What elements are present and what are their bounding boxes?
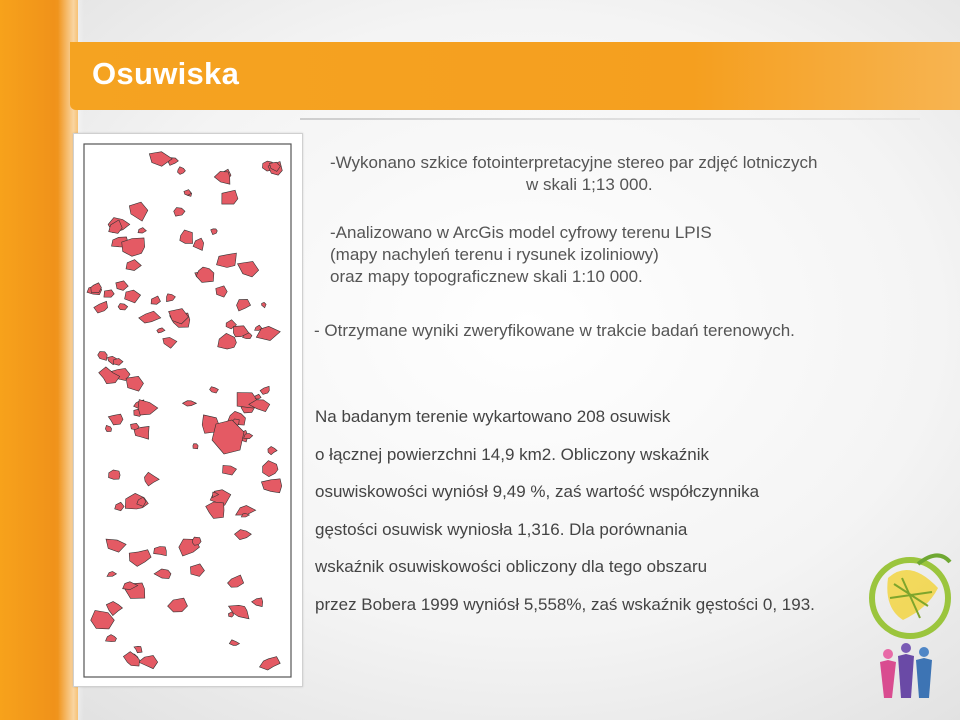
paragraph-field-verification [314, 320, 874, 342]
p2-line2: (mapy nachyleń terenu i rysunek izoliniowy) [330, 245, 659, 264]
logo-graphic [858, 548, 958, 716]
summary-line: wskaźnik osuwiskowości obliczony dla tego obszaru [315, 557, 708, 576]
p2-line1: -Analizowano w ArcGis model cyfrowy terenu LPIS [330, 223, 712, 242]
slide-title: Osuwiska [92, 56, 240, 91]
landslide-sketch-map [73, 133, 303, 687]
landslide-polygon [193, 444, 198, 449]
title-divider [300, 118, 920, 120]
p2-line3: oraz mapy topograficznew skali 1:10 000. [330, 267, 643, 286]
p1-line1: -Wykonano szkice fotointerpretacyjne stereo par zdjęć lotniczych [330, 153, 818, 172]
summary-line: osuwiskowości wyniósł 9,49 %, zaś wartość współczynnika [315, 482, 760, 501]
logo-sprout [918, 555, 950, 564]
institution-logo [858, 548, 958, 716]
summary-line: Na badanym terenie wykartowano 208 osuwisk [315, 407, 671, 426]
results-summary [315, 398, 875, 623]
p3-line1: - Otrzymane wyniki zweryfikowane w trakcie badań terenowych. [314, 321, 795, 340]
summary-line: gęstości osuwisk wyniosła 1,316. Dla porównania [315, 519, 688, 539]
landslide-map-svg [74, 134, 302, 686]
paragraph-arcgis [330, 222, 840, 288]
summary-line: o łącznej powierzchni 14,9 km2. Obliczony wskaźnik [315, 444, 710, 464]
paragraph-photointerpretation [330, 152, 840, 196]
summary-line: przez Bobera 1999 wyniósł 5,558%, zaś wskaźnik gęstości 0, 193. [315, 594, 815, 614]
people-figures-icon [880, 643, 932, 698]
p1-line2: w skali 1;13 000. [526, 175, 653, 194]
